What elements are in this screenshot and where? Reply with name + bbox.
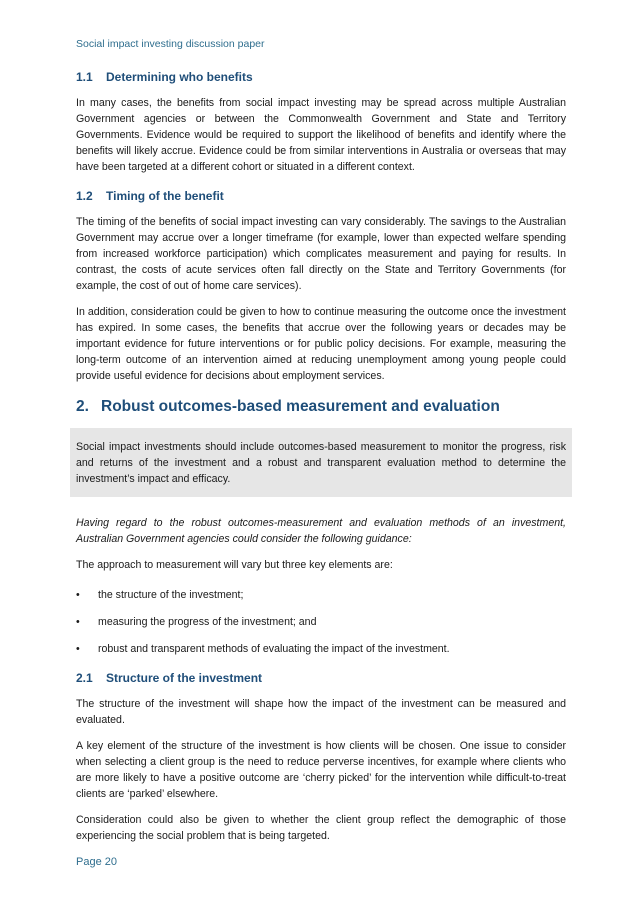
- section-heading-1-1: [76, 70, 566, 84]
- document-body: [76, 70, 566, 854]
- list-item: [76, 587, 566, 603]
- callout-text: Social impact investments should include outcomes-based measurement to monitor the progress, risk and returns of the investment and a robust and transparent evaluation method to determine the investment’s impact and efficacy.: [76, 441, 566, 485]
- paragraph: The approach to measurement will vary but three key elements are:: [76, 559, 393, 571]
- list-item: [76, 641, 566, 657]
- section-number: 2.1: [76, 671, 93, 685]
- section-heading-1-2: [76, 189, 566, 203]
- section-title: Timing of the benefit: [106, 189, 224, 203]
- paragraph: Consideration could also be given to whether the client group reflect the demographic of those experiencing the social problem that is being targeted.: [76, 814, 566, 842]
- section-number: 1.1: [76, 70, 93, 84]
- bullet-marker: •: [76, 616, 80, 628]
- paragraph: In many cases, the benefits from social impact investing may be spread across multiple Australian Government agencies or between the Commonwealth Government and State and Territory Governments. Evidence would be required to support the likelihood of benefits and identify where the benefits will likely accrue. Evidence could be from similar interventions in Australia or overseas that may have been targeted at a different cohort or situated in a different context.: [76, 97, 566, 173]
- paragraph: The structure of the investment will shape how the impact of the investment can be measured and evaluated.: [76, 698, 566, 726]
- list-item: [76, 614, 566, 630]
- section-title: Robust outcomes-based measurement and evaluation: [101, 398, 500, 415]
- paragraph: A key element of the structure of the investment is how clients will be chosen. One issue to consider when selecting a client group is the need to reduce perverse incentives, for example where clients who are more likely to have a positive outcome are ‘cherry picked’ for the intervention while difficult-to-treat clients are ‘parked’ elsewhere.: [76, 740, 566, 800]
- list-item-text: robust and transparent methods of evaluating the impact of the investment.: [98, 643, 450, 655]
- section-number: 1.2: [76, 189, 93, 203]
- callout-box: [70, 428, 572, 497]
- section-title: Determining who benefits: [106, 70, 253, 84]
- list-item-text: measuring the progress of the investment; and: [98, 616, 317, 628]
- section-title: Structure of the investment: [106, 671, 263, 685]
- section-heading-2: [76, 398, 566, 416]
- section-heading-2-1: [76, 671, 566, 685]
- bullet-marker: •: [76, 643, 80, 655]
- bullet-marker: •: [76, 589, 80, 601]
- list-item-text: the structure of the investment;: [98, 589, 244, 601]
- page-number: Page 20: [76, 856, 117, 868]
- paragraph: In addition, consideration could be given to how to continue measuring the outcome once the investment has expired. In some cases, the benefits that accrue over the following years or decades may be important evidence for future interventions or for public policy decisions. For example, measuring the long-term outcome of an intervention aimed at reducing unemployment among young people could provide useful evidence for decisions about employment services.: [76, 306, 566, 382]
- guidance-text: Having regard to the robust outcomes-measurement and evaluation methods of an investment, Australian Government agencies could consider the following guidance:: [76, 517, 566, 545]
- paragraph: The timing of the benefits of social impact investing can vary considerably. The savings to the Australian Government may accrue over a longer timeframe (for example, lower than expected welfare spending from increased workforce participation) which complicates measurement and paying for results. In contrast, the costs of acute services often fall directly on the State and Territory Governments (for example, the cost of out of home care services).: [76, 216, 566, 292]
- section-number: 2.: [76, 398, 89, 415]
- running-header: Social impact investing discussion paper: [76, 38, 265, 50]
